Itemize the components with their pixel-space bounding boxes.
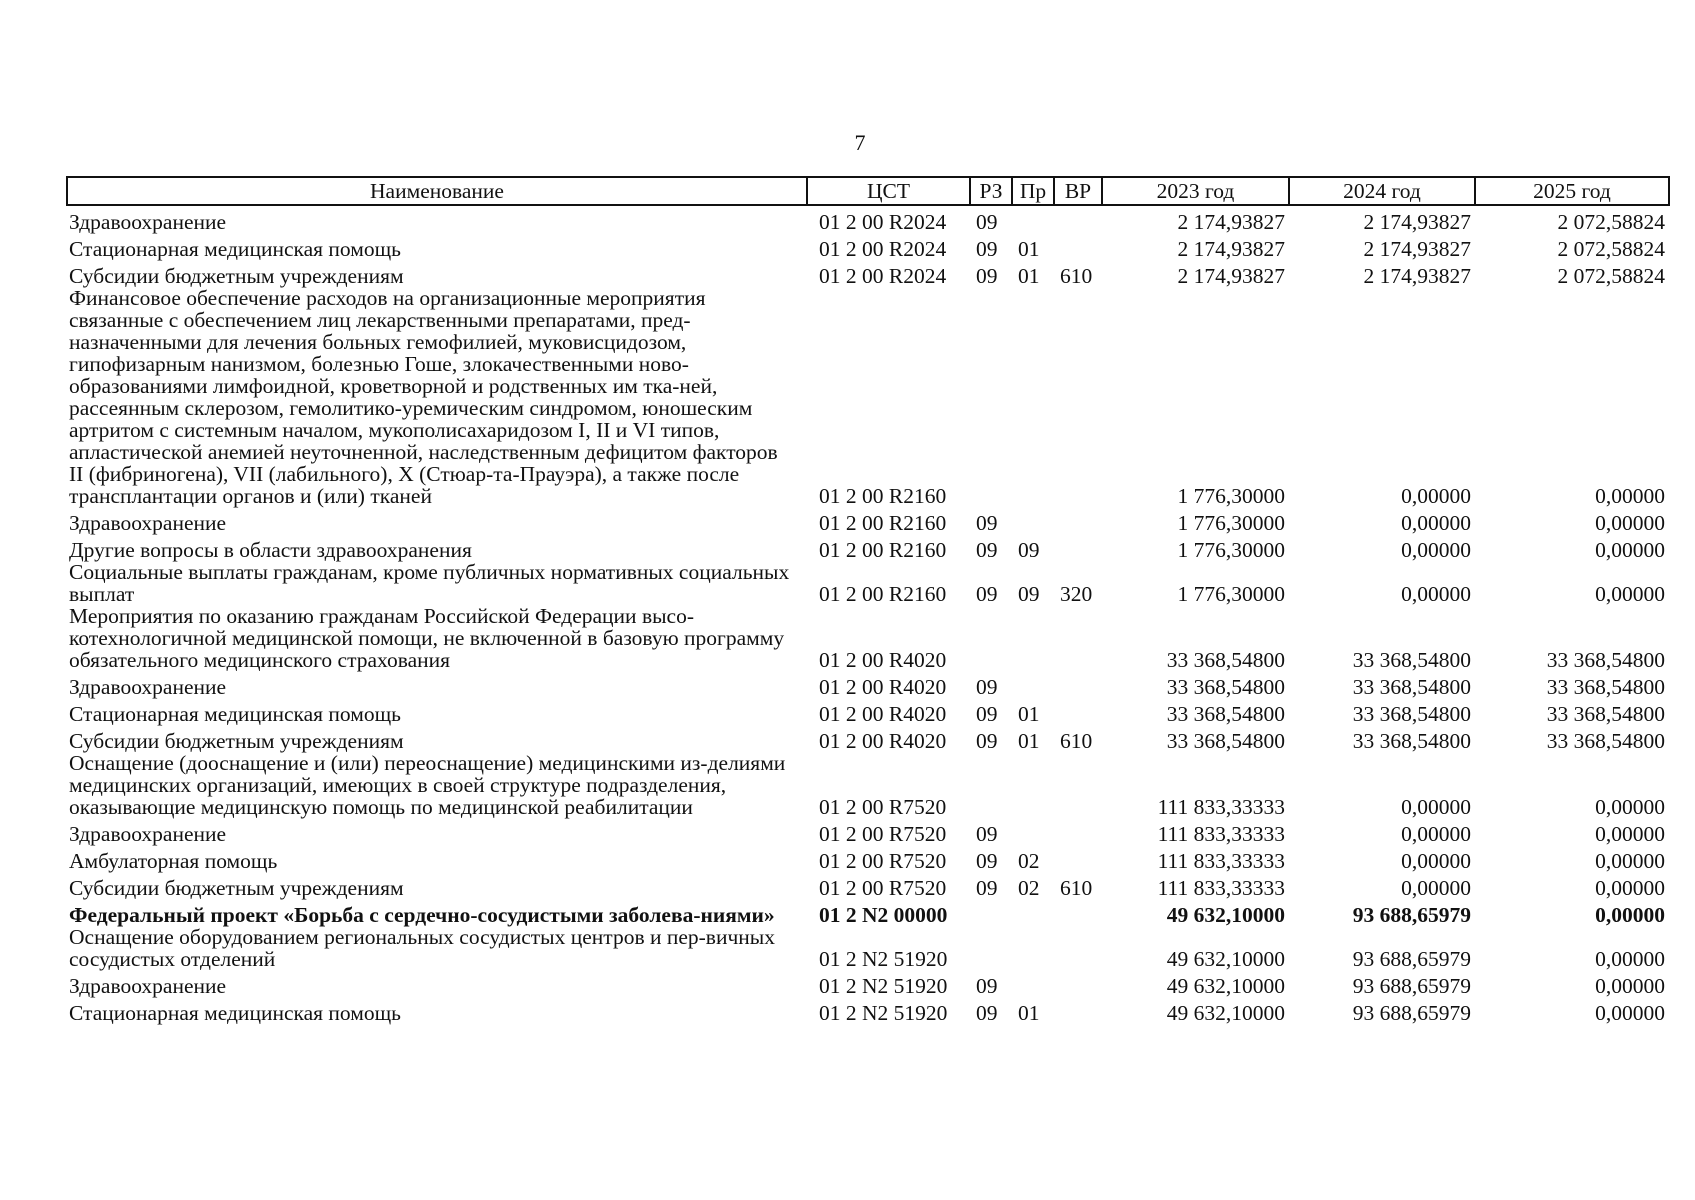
- row-2025: 0,00000: [1595, 484, 1665, 508]
- row-cst: 01 2 00 R7520: [819, 849, 947, 873]
- row-rz: 09: [976, 876, 998, 900]
- row-rz: 09: [976, 538, 998, 562]
- table-row: [67, 752, 1669, 818]
- row-name: Другие вопросы в области здравоохранения: [69, 538, 472, 562]
- row-cst: 01 2 00 R2024: [819, 210, 947, 234]
- row-2025: 33 368,54800: [1546, 648, 1665, 672]
- header-row: [67, 177, 1669, 205]
- row-name: Здравоохранение: [69, 974, 227, 998]
- budget-table: [66, 176, 1670, 1024]
- row-rz: 09: [976, 729, 998, 753]
- row-cst: 01 2 00 R4020: [819, 729, 947, 753]
- row-cst: 01 2 00 R4020: [819, 702, 947, 726]
- table-row: [67, 561, 1669, 605]
- row-vr: [1054, 899, 1102, 926]
- row-2023: 1 776,30000: [1177, 484, 1285, 508]
- header-pr: Пр: [1012, 177, 1054, 205]
- row-vr: [1054, 698, 1102, 725]
- row-2023: 2 174,93827: [1177, 264, 1285, 288]
- row-2023: 33 368,54800: [1166, 648, 1285, 672]
- table-row: [67, 507, 1669, 534]
- row-2025: 0,00000: [1595, 538, 1665, 562]
- row-vr: [1054, 205, 1102, 233]
- row-2025: 2 072,58824: [1557, 264, 1665, 288]
- row-2023: 111 833,33333: [1157, 822, 1285, 846]
- row-vr: [1054, 845, 1102, 872]
- row-2025: 2 072,58824: [1557, 210, 1665, 234]
- row-vr: [1054, 752, 1102, 818]
- row-rz: 09: [976, 974, 998, 998]
- row-2024: 0,00000: [1401, 795, 1471, 819]
- row-rz: 09: [976, 822, 998, 846]
- table-row: [67, 818, 1669, 845]
- row-2024: 0,00000: [1401, 484, 1471, 508]
- row-cst: 01 2 N2 00000: [819, 903, 948, 927]
- table-row: [67, 287, 1669, 507]
- row-2024: 0,00000: [1401, 822, 1471, 846]
- table-row: [67, 671, 1669, 698]
- row-2023: 111 833,33333: [1157, 876, 1285, 900]
- row-pr: 02: [1018, 849, 1040, 873]
- row-2024: 0,00000: [1401, 511, 1471, 535]
- row-2024: 93 688,65979: [1352, 903, 1471, 927]
- row-cst: 01 2 00 R2024: [819, 237, 947, 261]
- row-rz: 09: [976, 511, 998, 535]
- row-pr: [1012, 926, 1054, 970]
- row-pr: [1012, 818, 1054, 845]
- row-name: Финансовое обеспечение расходов на организационные мероприятия связанные с обеспечением лиц лекарственными препаратами, пред-назначенными для лечения больных гемофилией, муковисцидозом, гипофизарным нанизмом, болезнью Гоше, злокачественными ново-образованиями лимфоидной, кроветворной и родственных им тка-ней, рассеянным склерозом, гемолитико-уремическим синдромом, юношеским артритом с системным началом, мукополисахаридозом I, II и VI типов, апластической анемией неуточненной, наследственным дефицитом факторов II (фибриногена), VII (лабильного), X (Стюар-та-Прауэра), а также после трансплантации органов и (или) тканей: [69, 286, 778, 508]
- row-name: Здравоохранение: [69, 675, 227, 699]
- row-2023: 49 632,10000: [1166, 1001, 1285, 1025]
- row-2023: 111 833,33333: [1157, 795, 1285, 819]
- row-pr: [1012, 899, 1054, 926]
- row-vr: [1054, 507, 1102, 534]
- row-2024: 2 174,93827: [1363, 237, 1471, 261]
- table-row: [67, 970, 1669, 997]
- row-cst: 01 2 00 R2160: [819, 484, 947, 508]
- row-cst: 01 2 00 R2160: [819, 582, 947, 606]
- row-pr: [1012, 507, 1054, 534]
- row-name: Мероприятия по оказанию гражданам Российской Федерации высо-котехнологичной медицинской помощи, не включенной в базовую программу обязательного медицинского страхования: [69, 604, 785, 672]
- row-vr: [1054, 926, 1102, 970]
- row-vr: 610: [1060, 876, 1093, 900]
- row-rz: 09: [976, 582, 998, 606]
- row-pr: 09: [1018, 582, 1040, 606]
- row-cst: 01 2 00 R4020: [819, 648, 947, 672]
- row-2025: 0,00000: [1595, 582, 1665, 606]
- row-pr: 01: [1018, 264, 1040, 288]
- row-name: Федеральный проект «Борьба с сердечно-сосудистыми заболева-ниями»: [69, 903, 775, 927]
- row-2025: 2 072,58824: [1557, 237, 1665, 261]
- row-vr: [1054, 970, 1102, 997]
- row-cst: 01 2 N2 51920: [819, 974, 948, 998]
- row-2023: 33 368,54800: [1166, 729, 1285, 753]
- table-row: [67, 872, 1669, 899]
- header-rz: РЗ: [970, 177, 1012, 205]
- row-pr: 01: [1018, 237, 1040, 261]
- row-rz: 09: [976, 1001, 998, 1025]
- row-name: Субсидии бюджетным учреждениям: [69, 729, 404, 753]
- page-number: 7: [854, 130, 866, 155]
- row-2023: 33 368,54800: [1166, 702, 1285, 726]
- row-2024: 33 368,54800: [1352, 729, 1471, 753]
- header-2023: 2023 год: [1102, 177, 1289, 205]
- row-2025: 0,00000: [1595, 795, 1665, 819]
- row-rz: 09: [976, 849, 998, 873]
- row-2024: 0,00000: [1401, 538, 1471, 562]
- row-2025: 0,00000: [1595, 947, 1665, 971]
- row-2024: 33 368,54800: [1352, 702, 1471, 726]
- row-cst: 01 2 00 R2160: [819, 511, 947, 535]
- row-pr: [1012, 205, 1054, 233]
- row-pr: [1012, 287, 1054, 507]
- row-vr: [1054, 534, 1102, 561]
- row-pr: [1012, 671, 1054, 698]
- row-pr: 01: [1018, 1001, 1040, 1025]
- row-vr: [1054, 287, 1102, 507]
- row-rz: 09: [976, 702, 998, 726]
- row-name: Оснащение (дооснащение и (или) переоснащение) медицинскими из-делиями медицинских организаций, имеющих в своей структуре подразделения, оказывающие медицинскую помощь по медицинской реабилитации: [69, 751, 786, 819]
- row-2023: 49 632,10000: [1166, 947, 1285, 971]
- header-name: Наименование: [67, 177, 807, 205]
- row-name: Амбулаторная помощь: [69, 849, 278, 873]
- row-2024: 93 688,65979: [1352, 1001, 1471, 1025]
- row-vr: 610: [1060, 264, 1093, 288]
- row-2024: 0,00000: [1401, 876, 1471, 900]
- row-rz: [970, 287, 1012, 507]
- row-2024: 33 368,54800: [1352, 648, 1471, 672]
- header-2024: 2024 год: [1289, 177, 1475, 205]
- table-row: [67, 899, 1669, 926]
- row-2025: 0,00000: [1595, 876, 1665, 900]
- row-2024: 0,00000: [1401, 582, 1471, 606]
- row-rz: 09: [976, 237, 998, 261]
- table-row: [67, 725, 1669, 752]
- row-2025: 33 368,54800: [1546, 702, 1665, 726]
- row-pr: 02: [1018, 876, 1040, 900]
- table-body: [67, 205, 1669, 1024]
- header-2025: 2025 год: [1475, 177, 1669, 205]
- row-name: Стационарная медицинская помощь: [69, 1001, 401, 1025]
- row-vr: [1054, 233, 1102, 260]
- row-name: Стационарная медицинская помощь: [69, 702, 401, 726]
- row-cst: 01 2 N2 51920: [819, 1001, 948, 1025]
- row-cst: 01 2 00 R2160: [819, 538, 947, 562]
- row-2025: 0,00000: [1595, 822, 1665, 846]
- row-vr: [1054, 671, 1102, 698]
- row-rz: [970, 605, 1012, 671]
- row-name: Социальные выплаты гражданам, кроме публичных нормативных социальных выплат: [69, 560, 790, 606]
- row-2024: 2 174,93827: [1363, 264, 1471, 288]
- row-name: Здравоохранение: [69, 210, 227, 234]
- row-2023: 49 632,10000: [1166, 903, 1285, 927]
- row-2024: 93 688,65979: [1352, 974, 1471, 998]
- row-name: Здравоохранение: [69, 822, 227, 846]
- row-name: Субсидии бюджетным учреждениям: [69, 876, 404, 900]
- row-vr: [1054, 997, 1102, 1024]
- row-vr: 610: [1060, 729, 1093, 753]
- header-cst: ЦСТ: [807, 177, 970, 205]
- table-row: [67, 997, 1669, 1024]
- row-2025: 0,00000: [1595, 1001, 1665, 1025]
- row-pr: [1012, 605, 1054, 671]
- row-rz: 09: [976, 675, 998, 699]
- row-2025: 0,00000: [1595, 511, 1665, 535]
- table-row: [67, 534, 1669, 561]
- row-cst: 01 2 00 R2024: [819, 264, 947, 288]
- table-row: [67, 698, 1669, 725]
- row-rz: [970, 899, 1012, 926]
- row-pr: [1012, 752, 1054, 818]
- row-2023: 33 368,54800: [1166, 675, 1285, 699]
- row-2025: 0,00000: [1595, 849, 1665, 873]
- row-2023: 1 776,30000: [1177, 511, 1285, 535]
- row-2024: 33 368,54800: [1352, 675, 1471, 699]
- row-2025: 0,00000: [1595, 974, 1665, 998]
- row-pr: 01: [1018, 702, 1040, 726]
- row-cst: 01 2 00 R7520: [819, 795, 947, 819]
- row-cst: 01 2 00 R4020: [819, 675, 947, 699]
- table-row: [67, 845, 1669, 872]
- row-pr: [1012, 970, 1054, 997]
- table-row: [67, 205, 1669, 233]
- row-rz: [970, 752, 1012, 818]
- row-2023: 1 776,30000: [1177, 582, 1285, 606]
- table-header: [67, 177, 1669, 205]
- row-name: Здравоохранение: [69, 511, 227, 535]
- table-row: [67, 926, 1669, 970]
- row-2024: 0,00000: [1401, 849, 1471, 873]
- row-2025: 33 368,54800: [1546, 675, 1665, 699]
- row-2024: 93 688,65979: [1352, 947, 1471, 971]
- row-2023: 2 174,93827: [1177, 210, 1285, 234]
- row-vr: [1054, 818, 1102, 845]
- row-2025: 0,00000: [1595, 903, 1665, 927]
- row-2023: 2 174,93827: [1177, 237, 1285, 261]
- row-cst: 01 2 00 R7520: [819, 822, 947, 846]
- row-2024: 2 174,93827: [1363, 210, 1471, 234]
- row-vr: 320: [1060, 582, 1093, 606]
- row-2025: 33 368,54800: [1546, 729, 1665, 753]
- row-rz: [970, 926, 1012, 970]
- row-name: Стационарная медицинская помощь: [69, 237, 401, 261]
- row-2023: 1 776,30000: [1177, 538, 1285, 562]
- table-row: [67, 260, 1669, 287]
- row-vr: [1054, 605, 1102, 671]
- row-rz: 09: [976, 264, 998, 288]
- row-2023: 111 833,33333: [1157, 849, 1285, 873]
- table-row: [67, 233, 1669, 260]
- row-2023: 49 632,10000: [1166, 974, 1285, 998]
- row-cst: 01 2 00 R7520: [819, 876, 947, 900]
- row-name: Субсидии бюджетным учреждениям: [69, 264, 404, 288]
- row-cst: 01 2 N2 51920: [819, 947, 948, 971]
- row-pr: 09: [1018, 538, 1040, 562]
- row-rz: 09: [976, 210, 998, 234]
- row-pr: 01: [1018, 729, 1040, 753]
- row-name: Оснащение оборудованием региональных сосудистых центров и пер-вичных сосудистых отделений: [69, 925, 775, 971]
- header-vr: ВР: [1054, 177, 1102, 205]
- table-row: [67, 605, 1669, 671]
